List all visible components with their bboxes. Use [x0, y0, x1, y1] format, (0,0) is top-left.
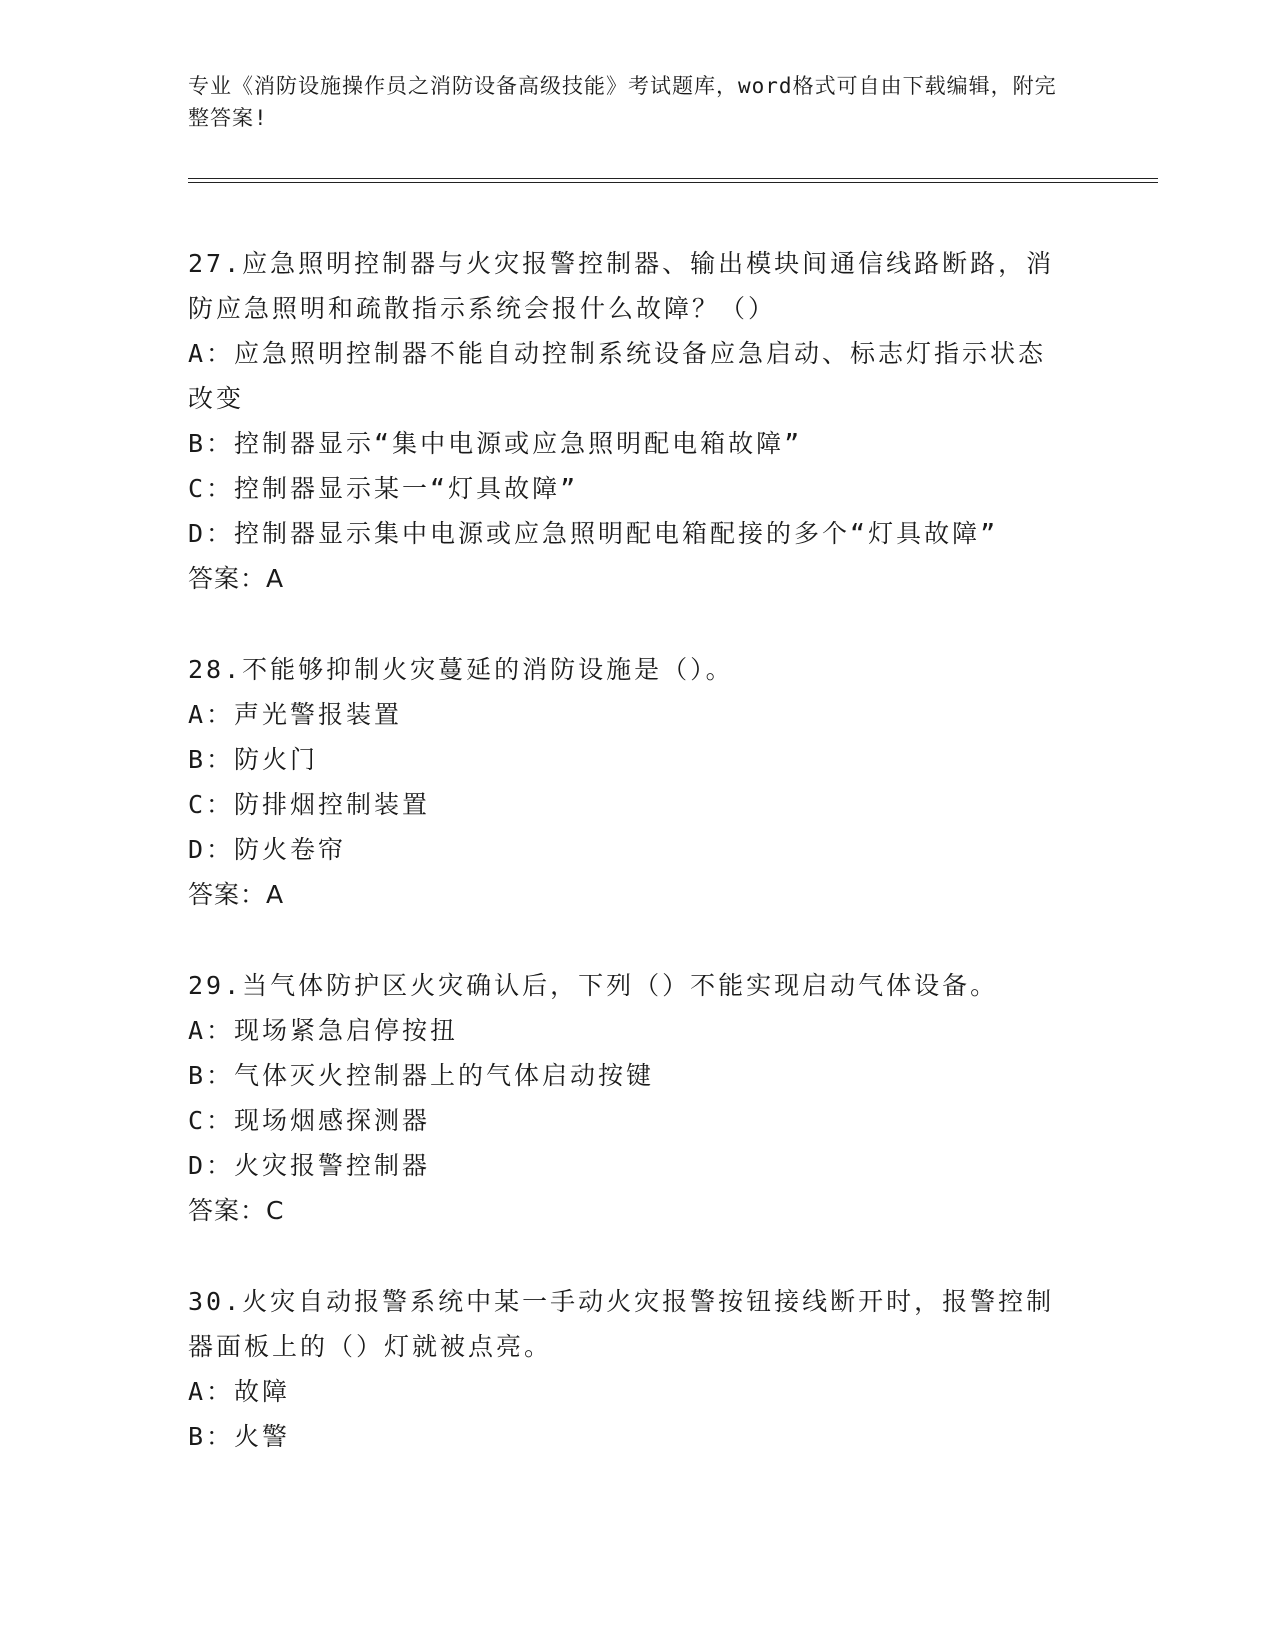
- option-c: C：现场烟感探测器: [188, 1106, 431, 1135]
- option-c: C：防排烟控制装置: [188, 790, 431, 819]
- document-intro: 专业《消防设施操作员之消防设备高级技能》考试题库，word格式可自由下载编辑，附完整答案!: [188, 74, 1057, 130]
- option-a: A：现场紧急启停按扭: [188, 1016, 459, 1045]
- answer-label: 答案：A: [188, 880, 285, 909]
- question-stem: 29.当气体防护区火灾确认后，下列（）不能实现启动气体设备。: [188, 971, 999, 1000]
- question-stem: 28.不能够抑制火灾蔓延的消防设施是（）。: [188, 655, 734, 684]
- question-stem: 27.应急照明控制器与火灾报警控制器、输出模块间通信线路断路，消防应急照明和疏散指示系统会报什么故障？（）: [188, 249, 1055, 323]
- option-c: C：控制器显示某一“灯具故障”: [188, 474, 579, 503]
- double-rule-divider: [188, 178, 1158, 183]
- option-b: B：气体灭火控制器上的气体启动按键: [188, 1061, 655, 1090]
- option-b: B：防火门: [188, 745, 319, 774]
- option-d: D：控制器显示集中电源或应急照明配电箱配接的多个“灯具故障”: [188, 519, 999, 548]
- document-page: [188, 70, 1088, 1505]
- option-a: A：故障: [188, 1377, 291, 1406]
- answer-label: 答案：A: [188, 564, 285, 593]
- option-d: D：火灾报警控制器: [188, 1151, 431, 1180]
- option-a: A：声光警报装置: [188, 700, 403, 729]
- option-b: B：控制器显示“集中电源或应急照明配电箱故障”: [188, 429, 803, 458]
- question-29: [188, 963, 1088, 1233]
- question-30: [188, 1279, 1088, 1459]
- question-27: [188, 241, 1088, 601]
- answer-label: 答案：C: [188, 1196, 285, 1225]
- option-a: A：应急照明控制器不能自动控制系统设备应急启动、标志灯指示状态改变: [188, 339, 1047, 413]
- question-stem: 30.火灾自动报警系统中某一手动火灾报警按钮接线断开时，报警控制器面板上的（）灯就被点亮。: [188, 1287, 1055, 1361]
- option-b: B：火警: [188, 1422, 291, 1451]
- question-28: [188, 647, 1088, 917]
- option-d: D：防火卷帘: [188, 835, 347, 864]
- question-list: [188, 241, 1088, 1459]
